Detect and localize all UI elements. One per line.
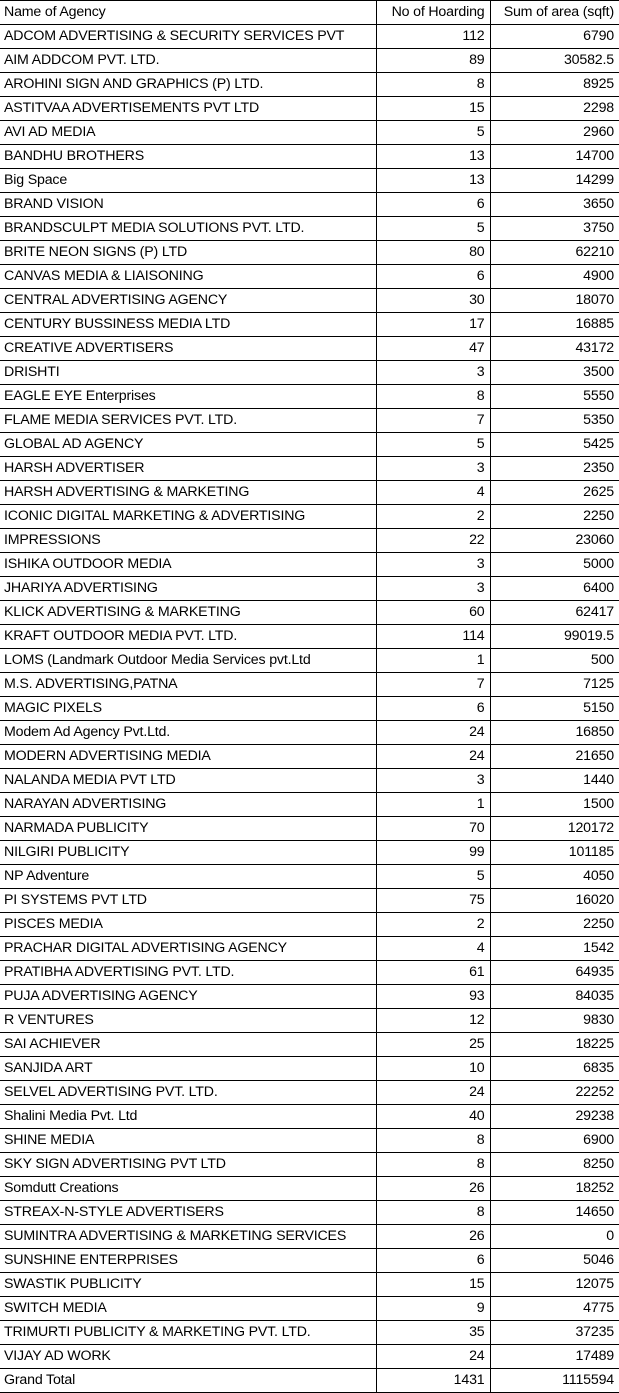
table-row[interactable] bbox=[0, 913, 619, 937]
table-row[interactable] bbox=[0, 865, 619, 889]
cell-agency-name[interactable]: PISCES MEDIA bbox=[0, 913, 376, 937]
table-row[interactable] bbox=[0, 1321, 619, 1345]
cell-no-of-hoarding[interactable]: 3 bbox=[376, 457, 490, 481]
cell-agency-name[interactable]: BANDHU BROTHERS bbox=[0, 145, 376, 169]
table-row[interactable] bbox=[0, 25, 619, 49]
cell-sum-of-area[interactable]: 17489 bbox=[490, 1345, 619, 1369]
table-row[interactable] bbox=[0, 1057, 619, 1081]
cell-no-of-hoarding[interactable]: 24 bbox=[376, 1345, 490, 1369]
cell-no-of-hoarding[interactable]: 5 bbox=[376, 865, 490, 889]
cell-agency-name[interactable]: NP Adventure bbox=[0, 865, 376, 889]
table-row[interactable] bbox=[0, 457, 619, 481]
cell-agency-name[interactable]: JHARIYA ADVERTISING bbox=[0, 577, 376, 601]
cell-sum-of-area[interactable]: 16850 bbox=[490, 721, 619, 745]
cell-no-of-hoarding[interactable]: 25 bbox=[376, 1033, 490, 1057]
cell-no-of-hoarding[interactable]: 4 bbox=[376, 481, 490, 505]
table-row[interactable] bbox=[0, 937, 619, 961]
table-row[interactable] bbox=[0, 1249, 619, 1273]
cell-agency-name[interactable]: SHINE MEDIA bbox=[0, 1129, 376, 1153]
cell-sum-of-area[interactable]: 14650 bbox=[490, 1201, 619, 1225]
cell-sum-of-area[interactable]: 1440 bbox=[490, 769, 619, 793]
cell-agency-name[interactable]: SANJIDA ART bbox=[0, 1057, 376, 1081]
cell-no-of-hoarding[interactable]: 2 bbox=[376, 913, 490, 937]
cell-agency-name[interactable]: PRACHAR DIGITAL ADVERTISING AGENCY bbox=[0, 937, 376, 961]
cell-agency-name[interactable]: NALANDA MEDIA PVT LTD bbox=[0, 769, 376, 793]
grand-total-label[interactable]: Grand Total bbox=[0, 1369, 376, 1393]
cell-sum-of-area[interactable]: 43172 bbox=[490, 337, 619, 361]
cell-no-of-hoarding[interactable]: 8 bbox=[376, 1129, 490, 1153]
cell-agency-name[interactable]: STREAX-N-STYLE ADVERTISERS bbox=[0, 1201, 376, 1225]
cell-sum-of-area[interactable]: 8250 bbox=[490, 1153, 619, 1177]
cell-no-of-hoarding[interactable]: 80 bbox=[376, 241, 490, 265]
cell-agency-name[interactable]: SAI ACHIEVER bbox=[0, 1033, 376, 1057]
cell-agency-name[interactable]: CENTURY BUSSINESS MEDIA LTD bbox=[0, 313, 376, 337]
cell-agency-name[interactable]: Shalini Media Pvt. Ltd bbox=[0, 1105, 376, 1129]
cell-sum-of-area[interactable]: 500 bbox=[490, 649, 619, 673]
cell-no-of-hoarding[interactable]: 15 bbox=[376, 97, 490, 121]
cell-no-of-hoarding[interactable]: 2 bbox=[376, 505, 490, 529]
cell-no-of-hoarding[interactable]: 6 bbox=[376, 265, 490, 289]
table-row[interactable] bbox=[0, 289, 619, 313]
table-row[interactable] bbox=[0, 241, 619, 265]
table-row[interactable] bbox=[0, 673, 619, 697]
table-row[interactable] bbox=[0, 529, 619, 553]
table-row[interactable] bbox=[0, 817, 619, 841]
cell-sum-of-area[interactable]: 5550 bbox=[490, 385, 619, 409]
table-row[interactable] bbox=[0, 1009, 619, 1033]
cell-sum-of-area[interactable]: 5350 bbox=[490, 409, 619, 433]
cell-sum-of-area[interactable]: 37235 bbox=[490, 1321, 619, 1345]
cell-sum-of-area[interactable]: 2625 bbox=[490, 481, 619, 505]
cell-sum-of-area[interactable]: 3500 bbox=[490, 361, 619, 385]
cell-no-of-hoarding[interactable]: 10 bbox=[376, 1057, 490, 1081]
cell-no-of-hoarding[interactable]: 5 bbox=[376, 121, 490, 145]
table-row[interactable] bbox=[0, 97, 619, 121]
cell-sum-of-area[interactable]: 4900 bbox=[490, 265, 619, 289]
table-row[interactable] bbox=[0, 49, 619, 73]
cell-sum-of-area[interactable]: 6900 bbox=[490, 1129, 619, 1153]
cell-no-of-hoarding[interactable]: 7 bbox=[376, 673, 490, 697]
table-row[interactable] bbox=[0, 313, 619, 337]
cell-sum-of-area[interactable]: 22252 bbox=[490, 1081, 619, 1105]
cell-sum-of-area[interactable]: 7125 bbox=[490, 673, 619, 697]
cell-sum-of-area[interactable]: 99019.5 bbox=[490, 625, 619, 649]
cell-sum-of-area[interactable]: 6790 bbox=[490, 25, 619, 49]
cell-sum-of-area[interactable]: 120172 bbox=[490, 817, 619, 841]
column-header-sum-of-area[interactable]: Sum of area (sqft) bbox=[490, 1, 619, 25]
table-row[interactable] bbox=[0, 217, 619, 241]
header-row bbox=[0, 1, 619, 25]
cell-no-of-hoarding[interactable]: 13 bbox=[376, 169, 490, 193]
table-row[interactable] bbox=[0, 361, 619, 385]
cell-agency-name[interactable]: AIM ADDCOM PVT. LTD. bbox=[0, 49, 376, 73]
table-row[interactable] bbox=[0, 1177, 619, 1201]
cell-sum-of-area[interactable]: 62417 bbox=[490, 601, 619, 625]
cell-agency-name[interactable]: KLICK ADVERTISING & MARKETING bbox=[0, 601, 376, 625]
cell-no-of-hoarding[interactable]: 112 bbox=[376, 25, 490, 49]
table-row[interactable] bbox=[0, 169, 619, 193]
cell-agency-name[interactable]: DRISHTI bbox=[0, 361, 376, 385]
cell-no-of-hoarding[interactable]: 7 bbox=[376, 409, 490, 433]
cell-agency-name[interactable]: TRIMURTI PUBLICITY & MARKETING PVT. LTD. bbox=[0, 1321, 376, 1345]
cell-agency-name[interactable]: KRAFT OUTDOOR MEDIA PVT. LTD. bbox=[0, 625, 376, 649]
cell-agency-name[interactable]: PI SYSTEMS PVT LTD bbox=[0, 889, 376, 913]
cell-no-of-hoarding[interactable]: 5 bbox=[376, 217, 490, 241]
cell-agency-name[interactable]: Modem Ad Agency Pvt.Ltd. bbox=[0, 721, 376, 745]
cell-no-of-hoarding[interactable]: 1 bbox=[376, 793, 490, 817]
cell-no-of-hoarding[interactable]: 26 bbox=[376, 1177, 490, 1201]
table-row[interactable] bbox=[0, 697, 619, 721]
cell-no-of-hoarding[interactable]: 3 bbox=[376, 577, 490, 601]
table-row[interactable] bbox=[0, 145, 619, 169]
cell-sum-of-area[interactable]: 5425 bbox=[490, 433, 619, 457]
cell-no-of-hoarding[interactable]: 35 bbox=[376, 1321, 490, 1345]
cell-sum-of-area[interactable]: 18225 bbox=[490, 1033, 619, 1057]
table-row[interactable] bbox=[0, 409, 619, 433]
cell-no-of-hoarding[interactable]: 26 bbox=[376, 1225, 490, 1249]
table-row[interactable] bbox=[0, 337, 619, 361]
cell-agency-name[interactable]: R VENTURES bbox=[0, 1009, 376, 1033]
cell-sum-of-area[interactable]: 5150 bbox=[490, 697, 619, 721]
cell-agency-name[interactable]: BRITE NEON SIGNS (P) LTD bbox=[0, 241, 376, 265]
cell-no-of-hoarding[interactable]: 6 bbox=[376, 1249, 490, 1273]
cell-agency-name[interactable]: AROHINI SIGN AND GRAPHICS (P) LTD. bbox=[0, 73, 376, 97]
cell-agency-name[interactable]: CREATIVE ADVERTISERS bbox=[0, 337, 376, 361]
cell-agency-name[interactable]: VIJAY AD WORK bbox=[0, 1345, 376, 1369]
cell-agency-name[interactable]: ASTITVAA ADVERTISEMENTS PVT LTD bbox=[0, 97, 376, 121]
cell-agency-name[interactable]: NILGIRI PUBLICITY bbox=[0, 841, 376, 865]
table-row[interactable] bbox=[0, 73, 619, 97]
table-row[interactable] bbox=[0, 265, 619, 289]
cell-sum-of-area[interactable]: 21650 bbox=[490, 745, 619, 769]
cell-no-of-hoarding[interactable]: 6 bbox=[376, 193, 490, 217]
table-body bbox=[0, 25, 619, 1393]
table-row[interactable] bbox=[0, 1105, 619, 1129]
table-row[interactable] bbox=[0, 769, 619, 793]
cell-sum-of-area[interactable]: 30582.5 bbox=[490, 49, 619, 73]
cell-sum-of-area[interactable]: 2298 bbox=[490, 97, 619, 121]
cell-sum-of-area[interactable]: 6400 bbox=[490, 577, 619, 601]
grand-total-hoardings[interactable]: 1431 bbox=[376, 1369, 490, 1393]
column-header-name-of-agency[interactable]: Name of Agency bbox=[0, 1, 376, 25]
cell-no-of-hoarding[interactable]: 8 bbox=[376, 1201, 490, 1225]
cell-agency-name[interactable]: M.S. ADVERTISING,PATNA bbox=[0, 673, 376, 697]
cell-agency-name[interactable]: LOMS (Landmark Outdoor Media Services pvt.Ltd bbox=[0, 649, 376, 673]
cell-no-of-hoarding[interactable]: 4 bbox=[376, 937, 490, 961]
cell-agency-name[interactable]: AVI AD MEDIA bbox=[0, 121, 376, 145]
table-row[interactable] bbox=[0, 1345, 619, 1369]
cell-sum-of-area[interactable]: 1542 bbox=[490, 937, 619, 961]
table-row[interactable] bbox=[0, 985, 619, 1009]
cell-no-of-hoarding[interactable]: 22 bbox=[376, 529, 490, 553]
cell-agency-name[interactable]: BRANDSCULPT MEDIA SOLUTIONS PVT. LTD. bbox=[0, 217, 376, 241]
column-header-no-of-hoarding[interactable]: No of Hoarding bbox=[376, 1, 490, 25]
cell-no-of-hoarding[interactable]: 47 bbox=[376, 337, 490, 361]
cell-agency-name[interactable]: PUJA ADVERTISING AGENCY bbox=[0, 985, 376, 1009]
table-row[interactable] bbox=[0, 577, 619, 601]
cell-agency-name[interactable]: SELVEL ADVERTISING PVT. LTD. bbox=[0, 1081, 376, 1105]
cell-no-of-hoarding[interactable]: 6 bbox=[376, 697, 490, 721]
table-row[interactable] bbox=[0, 193, 619, 217]
cell-sum-of-area[interactable]: 6835 bbox=[490, 1057, 619, 1081]
cell-agency-name[interactable]: PRATIBHA ADVERTISING PVT. LTD. bbox=[0, 961, 376, 985]
table-row[interactable] bbox=[0, 433, 619, 457]
cell-sum-of-area[interactable]: 0 bbox=[490, 1225, 619, 1249]
cell-agency-name[interactable]: CANVAS MEDIA & LIAISONING bbox=[0, 265, 376, 289]
cell-no-of-hoarding[interactable]: 99 bbox=[376, 841, 490, 865]
cell-agency-name[interactable]: GLOBAL AD AGENCY bbox=[0, 433, 376, 457]
table-row[interactable] bbox=[0, 649, 619, 673]
table-row[interactable] bbox=[0, 961, 619, 985]
cell-agency-name[interactable]: CENTRAL ADVERTISING AGENCY bbox=[0, 289, 376, 313]
table-row[interactable] bbox=[0, 1081, 619, 1105]
cell-sum-of-area[interactable]: 18070 bbox=[490, 289, 619, 313]
cell-no-of-hoarding[interactable]: 30 bbox=[376, 289, 490, 313]
cell-sum-of-area[interactable]: 4050 bbox=[490, 865, 619, 889]
cell-no-of-hoarding[interactable]: 70 bbox=[376, 817, 490, 841]
cell-sum-of-area[interactable]: 12075 bbox=[490, 1273, 619, 1297]
cell-no-of-hoarding[interactable]: 60 bbox=[376, 601, 490, 625]
cell-no-of-hoarding[interactable]: 93 bbox=[376, 985, 490, 1009]
cell-sum-of-area[interactable]: 2960 bbox=[490, 121, 619, 145]
cell-agency-name[interactable]: MODERN ADVERTISING MEDIA bbox=[0, 745, 376, 769]
table-row[interactable] bbox=[0, 553, 619, 577]
table-row[interactable] bbox=[0, 121, 619, 145]
cell-sum-of-area[interactable]: 3650 bbox=[490, 193, 619, 217]
cell-agency-name[interactable]: SKY SIGN ADVERTISING PVT LTD bbox=[0, 1153, 376, 1177]
table-row[interactable] bbox=[0, 601, 619, 625]
table-row[interactable] bbox=[0, 1273, 619, 1297]
cell-sum-of-area[interactable]: 2350 bbox=[490, 457, 619, 481]
cell-agency-name[interactable]: Somdutt Creations bbox=[0, 1177, 376, 1201]
cell-no-of-hoarding[interactable]: 24 bbox=[376, 745, 490, 769]
table-row[interactable] bbox=[0, 1225, 619, 1249]
cell-no-of-hoarding[interactable]: 9 bbox=[376, 1297, 490, 1321]
table-row[interactable] bbox=[0, 793, 619, 817]
cell-no-of-hoarding[interactable]: 114 bbox=[376, 625, 490, 649]
cell-sum-of-area[interactable]: 5000 bbox=[490, 553, 619, 577]
cell-sum-of-area[interactable]: 9830 bbox=[490, 1009, 619, 1033]
cell-no-of-hoarding[interactable]: 89 bbox=[376, 49, 490, 73]
cell-sum-of-area[interactable]: 8925 bbox=[490, 73, 619, 97]
cell-no-of-hoarding[interactable]: 3 bbox=[376, 361, 490, 385]
cell-sum-of-area[interactable]: 2250 bbox=[490, 505, 619, 529]
cell-sum-of-area[interactable]: 29238 bbox=[490, 1105, 619, 1129]
cell-agency-name[interactable]: HARSH ADVERTISER bbox=[0, 457, 376, 481]
cell-no-of-hoarding[interactable]: 24 bbox=[376, 1081, 490, 1105]
cell-agency-name[interactable]: Big Space bbox=[0, 169, 376, 193]
cell-no-of-hoarding[interactable]: 15 bbox=[376, 1273, 490, 1297]
grand-total-row[interactable] bbox=[0, 1369, 619, 1393]
cell-sum-of-area[interactable]: 1500 bbox=[490, 793, 619, 817]
cell-agency-name[interactable]: SWITCH MEDIA bbox=[0, 1297, 376, 1321]
cell-no-of-hoarding[interactable]: 3 bbox=[376, 553, 490, 577]
table-row[interactable] bbox=[0, 481, 619, 505]
cell-no-of-hoarding[interactable]: 75 bbox=[376, 889, 490, 913]
table-row[interactable] bbox=[0, 745, 619, 769]
cell-sum-of-area[interactable]: 64935 bbox=[490, 961, 619, 985]
table-row[interactable] bbox=[0, 625, 619, 649]
cell-no-of-hoarding[interactable]: 40 bbox=[376, 1105, 490, 1129]
cell-agency-name[interactable]: NARMADA PUBLICITY bbox=[0, 817, 376, 841]
cell-sum-of-area[interactable]: 84035 bbox=[490, 985, 619, 1009]
cell-no-of-hoarding[interactable]: 13 bbox=[376, 145, 490, 169]
cell-agency-name[interactable]: SWASTIK PUBLICITY bbox=[0, 1273, 376, 1297]
table-header bbox=[0, 1, 619, 25]
cell-agency-name[interactable]: BRAND VISION bbox=[0, 193, 376, 217]
cell-agency-name[interactable]: EAGLE EYE Enterprises bbox=[0, 385, 376, 409]
table-row[interactable] bbox=[0, 1153, 619, 1177]
table-row[interactable] bbox=[0, 1297, 619, 1321]
cell-no-of-hoarding[interactable]: 3 bbox=[376, 769, 490, 793]
cell-no-of-hoarding[interactable]: 1 bbox=[376, 649, 490, 673]
cell-agency-name[interactable]: HARSH ADVERTISING & MARKETING bbox=[0, 481, 376, 505]
cell-sum-of-area[interactable]: 4775 bbox=[490, 1297, 619, 1321]
cell-no-of-hoarding[interactable]: 8 bbox=[376, 73, 490, 97]
cell-sum-of-area[interactable]: 101185 bbox=[490, 841, 619, 865]
cell-agency-name[interactable]: MAGIC PIXELS bbox=[0, 697, 376, 721]
cell-sum-of-area[interactable]: 3750 bbox=[490, 217, 619, 241]
cell-no-of-hoarding[interactable]: 5 bbox=[376, 433, 490, 457]
cell-agency-name[interactable]: SUMINTRA ADVERTISING & MARKETING SERVICES bbox=[0, 1225, 376, 1249]
table-row[interactable] bbox=[0, 841, 619, 865]
cell-no-of-hoarding[interactable]: 61 bbox=[376, 961, 490, 985]
cell-no-of-hoarding[interactable]: 8 bbox=[376, 385, 490, 409]
cell-agency-name[interactable]: FLAME MEDIA SERVICES PVT. LTD. bbox=[0, 409, 376, 433]
cell-agency-name[interactable]: IMPRESSIONS bbox=[0, 529, 376, 553]
table-row[interactable] bbox=[0, 505, 619, 529]
cell-agency-name[interactable]: NARAYAN ADVERTISING bbox=[0, 793, 376, 817]
cell-sum-of-area[interactable]: 5046 bbox=[490, 1249, 619, 1273]
cell-sum-of-area[interactable]: 23060 bbox=[490, 529, 619, 553]
cell-sum-of-area[interactable]: 16020 bbox=[490, 889, 619, 913]
cell-agency-name[interactable]: ISHIKA OUTDOOR MEDIA bbox=[0, 553, 376, 577]
table-row[interactable] bbox=[0, 1033, 619, 1057]
cell-sum-of-area[interactable]: 18252 bbox=[490, 1177, 619, 1201]
cell-sum-of-area[interactable]: 14700 bbox=[490, 145, 619, 169]
cell-no-of-hoarding[interactable]: 24 bbox=[376, 721, 490, 745]
cell-sum-of-area[interactable]: 62210 bbox=[490, 241, 619, 265]
cell-no-of-hoarding[interactable]: 12 bbox=[376, 1009, 490, 1033]
table-row[interactable] bbox=[0, 1201, 619, 1225]
cell-no-of-hoarding[interactable]: 8 bbox=[376, 1153, 490, 1177]
cell-sum-of-area[interactable]: 16885 bbox=[490, 313, 619, 337]
cell-no-of-hoarding[interactable]: 17 bbox=[376, 313, 490, 337]
cell-agency-name[interactable]: ICONIC DIGITAL MARKETING & ADVERTISING bbox=[0, 505, 376, 529]
cell-agency-name[interactable]: SUNSHINE ENTERPRISES bbox=[0, 1249, 376, 1273]
cell-sum-of-area[interactable]: 2250 bbox=[490, 913, 619, 937]
table-row[interactable] bbox=[0, 721, 619, 745]
cell-agency-name[interactable]: ADCOM ADVERTISING & SECURITY SERVICES PVT bbox=[0, 25, 376, 49]
cell-sum-of-area[interactable]: 14299 bbox=[490, 169, 619, 193]
table-row[interactable] bbox=[0, 889, 619, 913]
table-row[interactable] bbox=[0, 1129, 619, 1153]
grand-total-area[interactable]: 1115594 bbox=[562, 1372, 614, 1388]
table-row[interactable] bbox=[0, 385, 619, 409]
